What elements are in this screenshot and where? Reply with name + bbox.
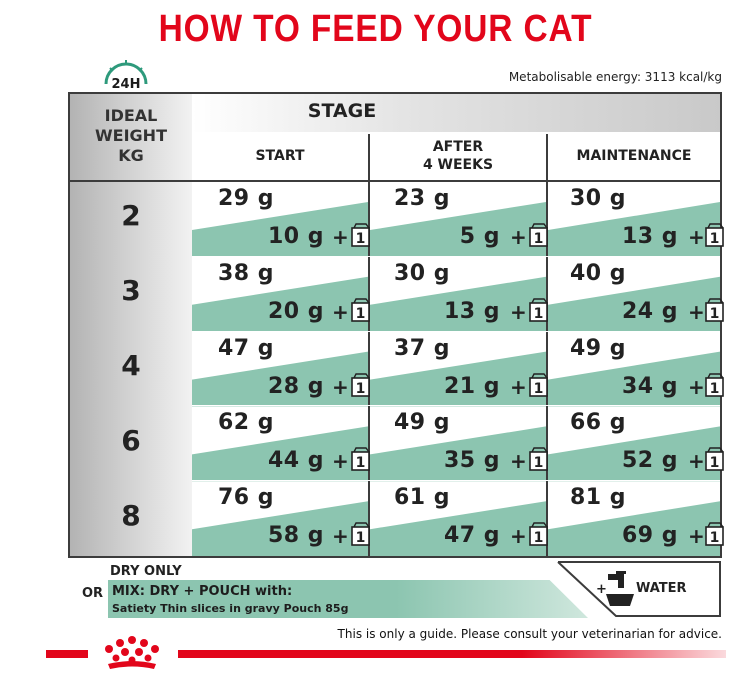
mix-amount: 13 g — [443, 298, 500, 324]
dry-amount: 62 g — [218, 410, 275, 436]
plus-sign: + — [332, 449, 349, 474]
pouch-icon — [350, 372, 372, 398]
energy-note: Metabolisable energy: 3113 kcal/kg — [508, 70, 722, 84]
pouch-count: 1 — [533, 305, 544, 322]
plus-sign: + — [332, 225, 349, 249]
clock-label: 24H — [111, 77, 141, 92]
plus-sign: + — [688, 299, 705, 324]
pouch-icon — [528, 521, 550, 547]
dry-amount: 49 g — [570, 335, 627, 361]
mix-amount: 21 g — [443, 373, 500, 399]
crown-logo-icon — [92, 634, 172, 672]
pouch-icon — [528, 297, 550, 323]
feeding-table — [68, 92, 722, 558]
dry-amount: 49 g — [394, 410, 451, 436]
weight-value: 6 — [121, 423, 141, 457]
mix-amount: 69 g — [621, 523, 678, 549]
mix-amount: 44 g — [267, 448, 324, 474]
plus-sign: + — [332, 524, 349, 549]
plus-sign: + — [510, 225, 527, 249]
tap-plus-bowl-icon — [596, 571, 634, 606]
pouch-count: 1 — [709, 305, 720, 322]
mix-amount: 52 g — [621, 448, 678, 474]
pouch-count: 1 — [355, 530, 366, 547]
mix-amount: 58 g — [267, 523, 324, 549]
pouch-icon — [704, 222, 726, 248]
mix-amount: 34 g — [621, 373, 678, 399]
plus-sign: + — [332, 299, 349, 324]
pouch-icon — [350, 222, 372, 248]
mix-amount: 5 g — [459, 224, 500, 249]
pouch-icon — [704, 521, 726, 547]
weight-header-line: KG — [118, 146, 144, 165]
pouch-count: 1 — [709, 455, 720, 472]
legend-or: OR — [82, 586, 104, 601]
pouch-icon — [528, 222, 550, 248]
mix-amount: 20 g — [267, 298, 324, 324]
pouch-count: 1 — [355, 231, 366, 247]
svg-text:+: + — [596, 582, 607, 597]
weight-value: 4 — [121, 349, 141, 382]
dry-amount: 47 g — [218, 335, 275, 361]
pouch-icon — [528, 372, 550, 398]
plus-sign: + — [688, 524, 705, 549]
plus-sign: + — [510, 374, 527, 399]
plus-sign: + — [510, 524, 527, 549]
row-divider — [192, 331, 720, 332]
pouch-count: 1 — [709, 231, 720, 247]
weight-value: 2 — [121, 199, 141, 233]
pouch-count: 1 — [709, 380, 720, 397]
dry-amount: 29 g — [218, 186, 275, 211]
pouch-count: 1 — [355, 455, 366, 472]
weight-header-line: WEIGHT — [95, 126, 167, 145]
pouch-count: 1 — [709, 530, 720, 547]
mix-amount: 47 g — [443, 523, 500, 549]
legend-pouch-name: Satiety Thin slices in gravy Pouch 85g — [112, 602, 349, 615]
dry-amount: 40 g — [570, 260, 627, 286]
mix-amount: 24 g — [621, 298, 678, 324]
pouch-count: 1 — [533, 231, 544, 247]
dry-amount: 76 g — [218, 485, 275, 511]
mix-amount: 35 g — [443, 448, 500, 474]
plus-sign: + — [510, 449, 527, 474]
pouch-count: 1 — [355, 305, 366, 322]
pouch-count: 1 — [533, 530, 544, 547]
plus-sign: + — [332, 374, 349, 399]
mix-amount: 10 g — [267, 224, 324, 249]
plus-sign: + — [688, 374, 705, 399]
column-divider — [368, 134, 370, 556]
pouch-icon — [528, 446, 550, 472]
dry-amount: 30 g — [394, 260, 451, 286]
page-title: HOW TO FEED YOUR CAT — [158, 8, 593, 50]
pouch-icon — [704, 297, 726, 323]
dry-amount: 30 g — [570, 186, 627, 211]
legend-dry-only: DRY ONLY — [110, 564, 182, 579]
pouch-icon — [350, 446, 372, 472]
pouch-icon — [704, 446, 726, 472]
dry-amount: 81 g — [570, 485, 627, 511]
footer-note: This is only a guide. Please consult your veterinarian for advice. — [337, 627, 722, 641]
legend-water: WATER — [636, 581, 687, 596]
pouch-count: 1 — [533, 455, 544, 472]
dry-amount: 38 g — [218, 260, 275, 286]
mix-amount: 28 g — [267, 373, 324, 399]
row-divider — [192, 405, 720, 406]
pouch-icon — [350, 521, 372, 547]
dry-amount: 61 g — [394, 485, 451, 511]
pouch-count: 1 — [533, 380, 544, 397]
weight-value: 3 — [121, 274, 141, 308]
weight-value: 8 — [121, 498, 141, 532]
row-divider — [192, 480, 720, 481]
dry-amount: 23 g — [394, 186, 451, 211]
column-header-line: 4 WEEKS — [422, 157, 494, 173]
plus-sign: + — [688, 449, 705, 474]
column-divider — [546, 134, 548, 556]
weight-header-line: IDEAL — [104, 106, 158, 125]
dry-amount: 37 g — [394, 335, 451, 361]
plus-sign: + — [510, 299, 527, 324]
legend-mix: MIX: DRY + POUCH with: — [112, 584, 293, 599]
column-header-line: AFTER — [432, 139, 484, 155]
column-header-line: START — [255, 148, 305, 164]
column-header-line: MAINTENANCE — [576, 148, 692, 164]
mix-amount: 13 g — [621, 224, 678, 249]
plus-sign: + — [688, 225, 705, 249]
stage-label: STAGE — [307, 100, 377, 122]
pouch-count: 1 — [355, 380, 366, 397]
row-divider — [192, 256, 720, 257]
pouch-icon — [350, 297, 372, 323]
dry-amount: 66 g — [570, 410, 627, 436]
pouch-icon — [704, 372, 726, 398]
